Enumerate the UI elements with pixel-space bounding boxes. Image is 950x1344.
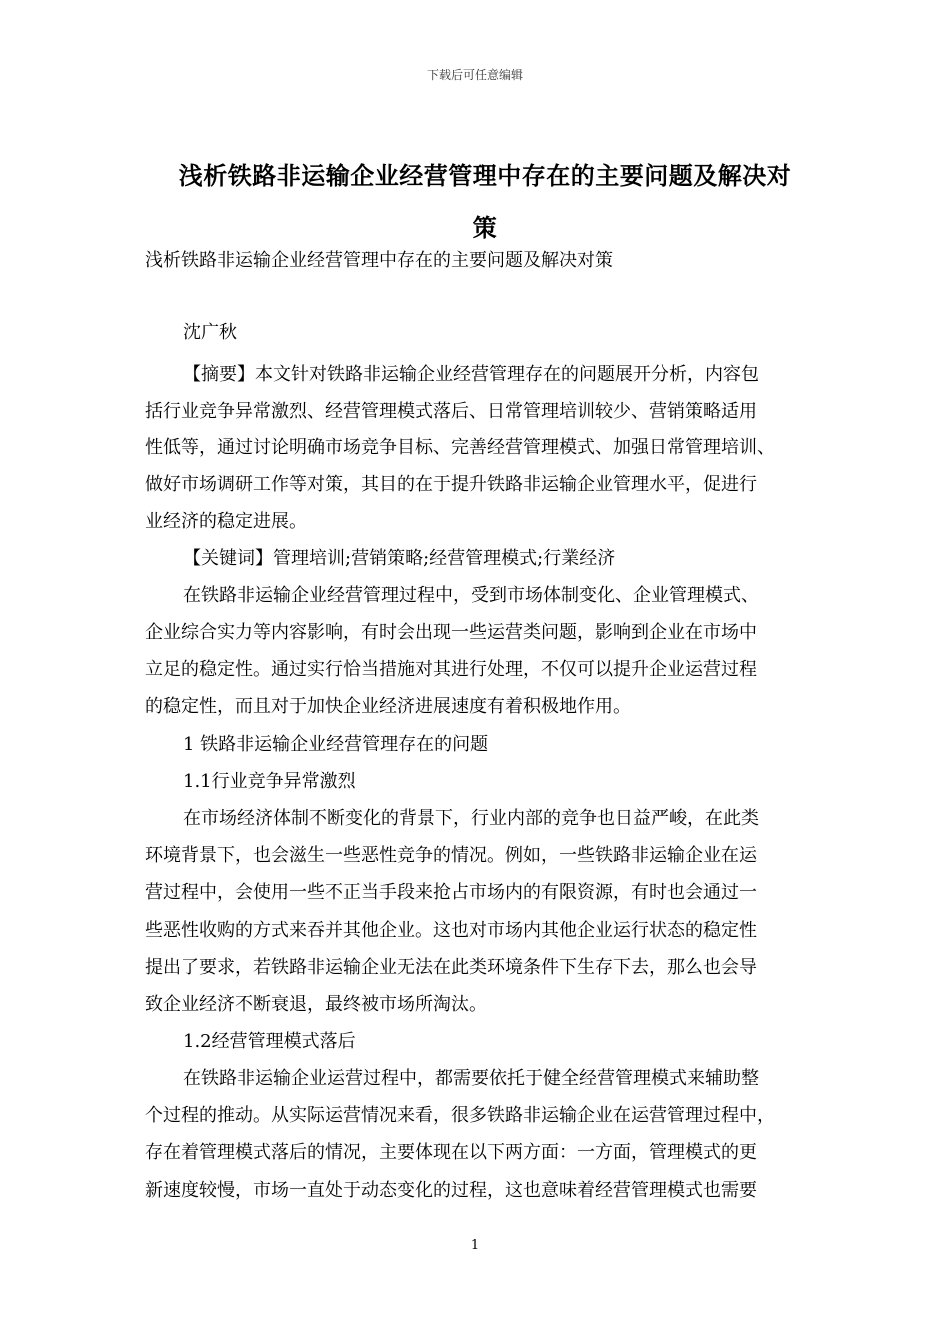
paragraph-line: 环境背景下，也会滋生一些恶性竞争的情况。例如，一些铁路非运输企业在运 [145,845,757,866]
paragraph-line: 在铁路非运输企业经营管理过程中，受到市场体制变化、企业管理模式、 [183,585,759,606]
paragraph-line: 存在着管理模式落后的情况，主要体现在以下两方面：一方面，管理模式的更 [145,1142,757,1163]
abstract-line: 业经济的稳定进展。 [145,511,307,532]
section-heading: 1 铁路非运输企业经营管理存在的问题 [183,734,489,755]
abstract-line: 【摘要】本文针对铁路非运输企业经营管理存在的问题展开分析，内容包 [183,364,759,385]
abstract-line: 做好市场调研工作等对策，其目的在于提升铁路非运输企业管理水平，促进行 [145,474,757,495]
paragraph-line: 立足的稳定性。通过实行恰当措施对其进行处理，不仅可以提升企业运营过程 [145,659,757,680]
document-title [145,150,825,254]
paragraph-line: 在市场经济体制不断变化的背景下，行业内部的竞争也日益严峻，在此类 [183,808,759,829]
paragraph-line: 企业综合实力等内容影响，有时会出现一些运营类问题，影响到企业在市场中 [145,622,757,643]
keywords-line: 【关键词】管理培训;营销策略;经营管理模式;行業经济 [183,548,616,569]
paragraph-line: 在铁路非运输企业运营过程中，都需要依托于健全经营管理模式来辅助整 [183,1068,759,1089]
subsection-heading: 1.2经营管理模式落后 [183,1031,356,1052]
subtitle-line: 浅析铁路非运输企业经营管理中存在的主要问题及解决对策 [145,250,613,271]
author-name: 沈广秋 [183,322,237,343]
abstract-line: 括行业竞争异常激烈、经营管理模式落后、日常管理培训较少、营销策略适用 [145,401,757,422]
document-title-line-2: 策 [472,214,498,242]
page-number: 1 [470,1238,480,1253]
subsection-heading: 1.1行业竞争异常激烈 [183,771,356,792]
paragraph-line: 营过程中，会使用一些不正当手段来抢占市场内的有限资源，有时也会通过一 [145,882,757,903]
paragraph-line: 的稳定性，而且对于加快企业经济进展速度有着积极地作用。 [145,696,631,717]
abstract-line: 性低等，通过讨论明确市场竞争目标、完善经营管理模式、加强日常管理培训、 [145,437,775,458]
page-header-note: 下载后可任意编辑 [426,68,523,82]
paragraph-line: 些恶性收购的方式来吞并其他企业。这也对市场内其他企业运行状态的稳定性 [145,920,757,941]
paragraph-line: 个过程的推动。从实际运营情况来看，很多铁路非运输企业在运营管理过程中， [145,1105,775,1126]
paragraph-line: 新速度较慢，市场一直处于动态变化的过程，这也意味着经营管理模式也需要 [145,1180,757,1201]
paragraph-line: 提出了要求，若铁路非运输企业无法在此类环境条件下生存下去，那么也会导 [145,957,757,978]
document-title-line-1: 浅析铁路非运输企业经营管理中存在的主要问题及解决对 [178,162,792,190]
paragraph-line: 致企业经济不断衰退，最终被市场所淘汰。 [145,994,487,1015]
